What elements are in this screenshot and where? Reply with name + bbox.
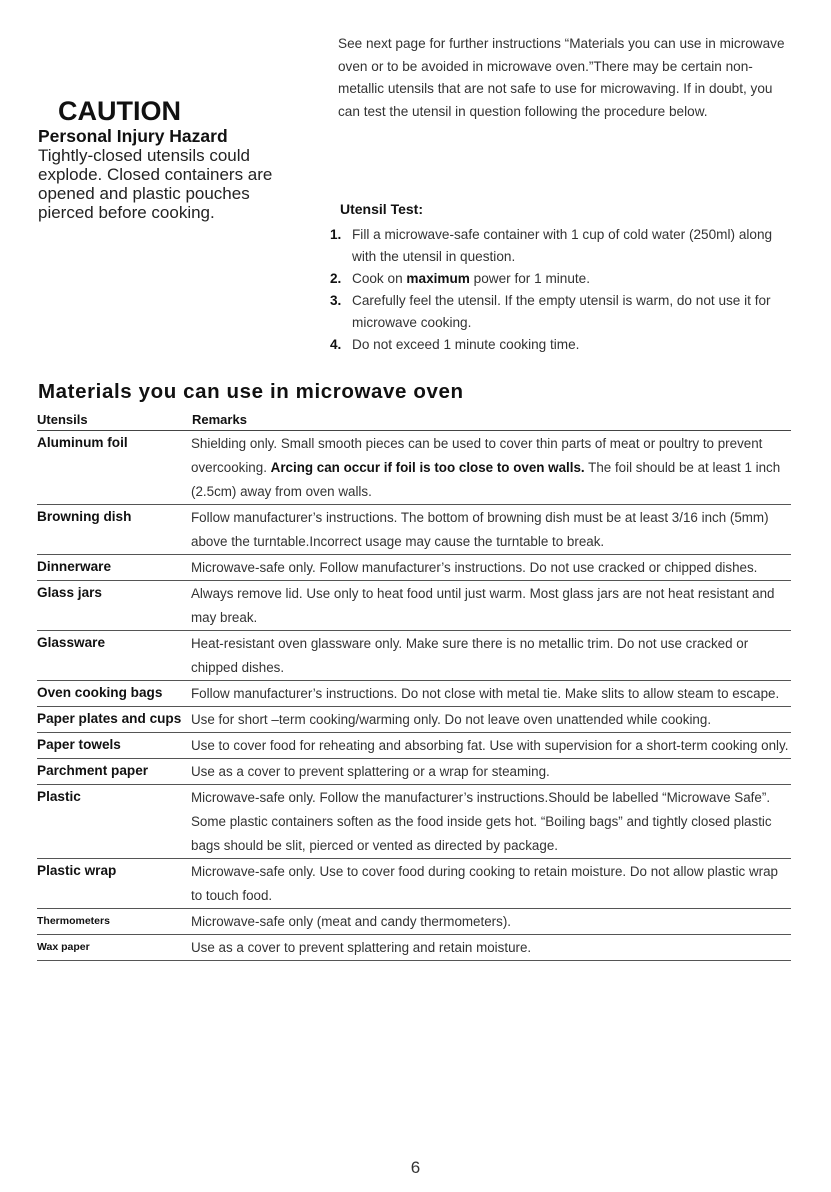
table-row (37, 785, 791, 859)
table-row (37, 935, 791, 961)
table-row (37, 909, 791, 935)
step-text-bold: maximum (406, 271, 470, 286)
utensil-test-title: Utensil Test: (340, 201, 423, 217)
table-row (37, 581, 791, 631)
step-number: 3. (330, 293, 342, 308)
utensil-name: Plastic wrap (37, 863, 117, 878)
utensil-name: Aluminum foil (37, 435, 128, 450)
utensil-name: Paper towels (37, 737, 121, 752)
remarks-bold: Arcing can occur if foil is too close to oven walls. (270, 460, 585, 475)
utensil-name: Plastic (37, 789, 81, 804)
utensil-name: Parchment paper (37, 763, 149, 778)
table-row (37, 859, 791, 909)
table-row (37, 707, 791, 733)
utensil-remarks: Always remove lid. Use only to heat food until just warm. Most glass jars are not heat resistant and may break. (191, 586, 775, 625)
header-remarks: Remarks (192, 412, 247, 427)
table-body (37, 431, 791, 961)
utensil-name: Paper plates and cups (37, 711, 182, 726)
utensil-test (330, 198, 800, 356)
intro-text: See next page for further instructions “Materials you can use in microwave oven or to be avoided in microwave oven.”There may be certain non-metallic utensils that are not safe to use for microwaving. If in doubt, you can test the utensil in question following the procedure below. (338, 36, 785, 119)
utensil-name: Thermometers (37, 915, 110, 927)
table-row (37, 505, 791, 555)
table-row (37, 555, 791, 581)
step-text-pre: Cook on (352, 271, 407, 286)
caution-body: Tightly-closed utensils could explode. Closed containers are opened and plastic pouches pierced before cooking. (38, 146, 273, 222)
step-number: 1. (330, 227, 342, 242)
step-number: 2. (330, 271, 342, 286)
utensil-name: Oven cooking bags (37, 685, 163, 700)
table-row (37, 681, 791, 707)
materials-table (37, 410, 791, 961)
utensil-name: Glassware (37, 635, 106, 650)
step-text: Fill a microwave-safe container with 1 cup of cold water (250ml) along with the utensil in question. (352, 227, 773, 264)
utensil-remarks: Use as a cover to prevent splattering or a wrap for steaming. (191, 764, 550, 779)
test-step (330, 334, 800, 356)
table-row (37, 431, 791, 505)
utensil-remarks: Follow manufacturer’s instructions. The bottom of browning dish must be at least 3/16 inch (5mm) above the turntable.Incorrect usage may cause the turntable to break. (191, 510, 769, 549)
section-title: Materials you can use in microwave oven (38, 380, 464, 403)
utensil-name: Glass jars (37, 585, 102, 600)
test-step (330, 268, 800, 290)
utensil-test-steps (330, 224, 800, 356)
header-utensils: Utensils (37, 412, 88, 427)
remarks-post: The foil should be at least 1 inch (2.5cm) away from oven walls. (191, 460, 781, 499)
caution-subtitle: Personal Injury Hazard (38, 126, 228, 146)
page-number: 6 (410, 1158, 421, 1177)
step-number: 4. (330, 337, 342, 352)
step-text (352, 268, 800, 290)
caution-box (38, 96, 308, 222)
utensil-remarks: Follow manufacturer’s instructions. Do not close with metal tie. Make slits to allow steam to escape. (191, 686, 780, 701)
step-text: Carefully feel the utensil. If the empty utensil is warm, do not use it for microwave cooking. (352, 293, 771, 330)
utensil-remarks: Microwave-safe only. Use to cover food during cooking to retain moisture. Do not allow plastic wrap to touch food. (191, 864, 778, 903)
table-row (37, 631, 791, 681)
utensil-remarks: Use as a cover to prevent splattering and retain moisture. (191, 940, 532, 955)
intro-paragraph (338, 33, 798, 123)
table-row (37, 759, 791, 785)
utensil-remarks: Microwave-safe only. Follow the manufacturer’s instructions.Should be labelled “Microwave Safe”. Some plastic containers soften as the food inside gets hot. “Boiling bags” and tightly closed plastic bags should be slit, pierced or vented as directed by package. (191, 790, 772, 853)
caution-title: CAUTION (58, 96, 181, 126)
utensil-remarks: Use for short –term cooking/warming only. Do not leave oven unattended while cooking. (191, 712, 712, 727)
utensil-name: Dinnerware (37, 559, 112, 574)
step-text: Do not exceed 1 minute cooking time. (352, 337, 580, 352)
remarks-pre: Shielding only. Small smooth pieces can be used to cover thin parts of meat or poultry to prevent overcooking. (191, 436, 763, 475)
table-row (37, 733, 791, 759)
test-step (330, 224, 800, 268)
step-text-post: power for 1 minute. (469, 271, 591, 286)
test-step (330, 290, 800, 334)
utensil-remarks: Heat-resistant oven glassware only. Make sure there is no metallic trim. Do not use cracked or chipped dishes. (191, 636, 749, 675)
utensil-remarks: Microwave-safe only (meat and candy thermometers). (191, 914, 512, 929)
table-header (37, 410, 791, 431)
utensil-name: Wax paper (37, 941, 90, 953)
utensil-name: Browning dish (37, 509, 132, 524)
utensil-remarks: Microwave-safe only. Follow manufacturer’s instructions. Do not use cracked or chipped dishes. (191, 560, 758, 575)
utensil-remarks (187, 431, 791, 504)
utensil-remarks: Use to cover food for reheating and absorbing fat. Use with supervision for a short-term cooking only. (191, 738, 789, 753)
